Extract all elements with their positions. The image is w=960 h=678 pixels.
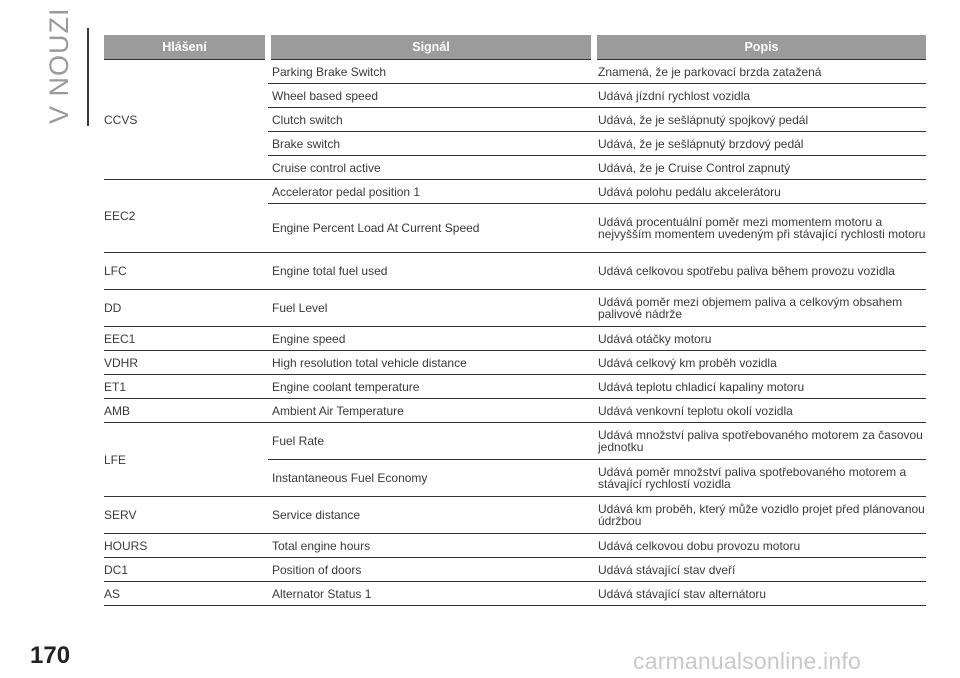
page-number: 170	[30, 642, 71, 669]
description-cell: Udává celkovou dobu provozu motoru	[594, 534, 926, 558]
signal-cell: Instantaneous Fuel Economy	[268, 460, 594, 497]
table-row	[104, 327, 926, 351]
message-cell: EEC2	[104, 180, 268, 253]
message-cell: HOURS	[104, 534, 268, 558]
table-row	[104, 399, 926, 423]
description-cell: Udává venkovní teplotu okolí vozidla	[594, 399, 926, 423]
signal-cell: Wheel based speed	[268, 84, 594, 108]
table-row	[104, 558, 926, 582]
description-cell: Udává poměr mezi objemem paliva a celkovým obsahem palivové nádrže	[594, 290, 926, 327]
description-cell: Udává celkovou spotřebu paliva během provozu vozidla	[594, 253, 926, 290]
description-cell: Udává celkový km proběh vozidla	[594, 351, 926, 375]
message-cell: ET1	[104, 375, 268, 399]
description-cell: Udává polohu pedálu akcelerátoru	[594, 180, 926, 204]
description-cell: Udává procentuální poměr mezi momentem motoru a nejvyšším momentem uvedeným při stávající rychlosti motoru	[594, 204, 926, 253]
description-cell: Udává, že je Cruise Control zapnutý	[594, 156, 926, 180]
table-row	[104, 497, 926, 534]
message-cell: CCVS	[104, 60, 268, 180]
table-row	[104, 180, 926, 204]
signal-cell: Cruise control active	[268, 156, 594, 180]
watermark: carmanualsonline.info	[633, 648, 861, 674]
signal-cell: Fuel Rate	[268, 423, 594, 460]
message-cell: EEC1	[104, 327, 268, 351]
signal-cell: Fuel Level	[268, 290, 594, 327]
description-cell: Udává jízdní rychlost vozidla	[594, 84, 926, 108]
section-divider	[87, 28, 89, 126]
signals-table	[104, 35, 926, 606]
signal-cell: Alternator Status 1	[268, 582, 594, 606]
signal-cell: Engine speed	[268, 327, 594, 351]
description-cell: Udává množství paliva spotřebovaného motorem za časovou jednotku	[594, 423, 926, 460]
signal-cell: Total engine hours	[268, 534, 594, 558]
table-row	[104, 253, 926, 290]
table-row	[104, 375, 926, 399]
table-row	[104, 534, 926, 558]
table-row	[104, 423, 926, 460]
description-cell: Udává, že je sešlápnutý brzdový pedál	[594, 132, 926, 156]
message-cell: SERV	[104, 497, 268, 534]
signal-cell: Engine coolant temperature	[268, 375, 594, 399]
signal-cell: Accelerator pedal position 1	[268, 180, 594, 204]
message-cell: AMB	[104, 399, 268, 423]
description-cell: Udává km proběh, který může vozidlo projet před plánovanou údržbou	[594, 497, 926, 534]
message-cell: LFE	[104, 423, 268, 497]
header-signal: Signál	[268, 35, 594, 60]
description-cell: Udává otáčky motoru	[594, 327, 926, 351]
description-cell: Udává stávající stav dveří	[594, 558, 926, 582]
message-cell: LFC	[104, 253, 268, 290]
table-row	[104, 60, 926, 84]
description-cell: Znamená, že je parkovací brzda zatažená	[594, 60, 926, 84]
signal-cell: Parking Brake Switch	[268, 60, 594, 84]
signal-cell: Engine Percent Load At Current Speed	[268, 204, 594, 253]
header-description: Popis	[594, 35, 926, 60]
signal-cell: Service distance	[268, 497, 594, 534]
message-cell: DC1	[104, 558, 268, 582]
description-cell: Udává stávající stav alternátoru	[594, 582, 926, 606]
table-row	[104, 290, 926, 327]
signal-cell: Engine total fuel used	[268, 253, 594, 290]
signal-cell: High resolution total vehicle distance	[268, 351, 594, 375]
message-cell: AS	[104, 582, 268, 606]
signal-cell: Position of doors	[268, 558, 594, 582]
signal-cell: Ambient Air Temperature	[268, 399, 594, 423]
header-message: Hlášení	[104, 35, 268, 60]
description-cell: Udává teplotu chladicí kapaliny motoru	[594, 375, 926, 399]
section-title: V NOUZI	[44, 7, 74, 124]
table-header-row	[104, 35, 926, 60]
message-cell: DD	[104, 290, 268, 327]
description-cell: Udává, že je sešlápnutý spojkový pedál	[594, 108, 926, 132]
message-cell: VDHR	[104, 351, 268, 375]
description-cell: Udává poměr množství paliva spotřebovaného motorem a stávající rychlostí vozidla	[594, 460, 926, 497]
table-row	[104, 351, 926, 375]
table-row	[104, 582, 926, 606]
signal-cell: Clutch switch	[268, 108, 594, 132]
signal-cell: Brake switch	[268, 132, 594, 156]
